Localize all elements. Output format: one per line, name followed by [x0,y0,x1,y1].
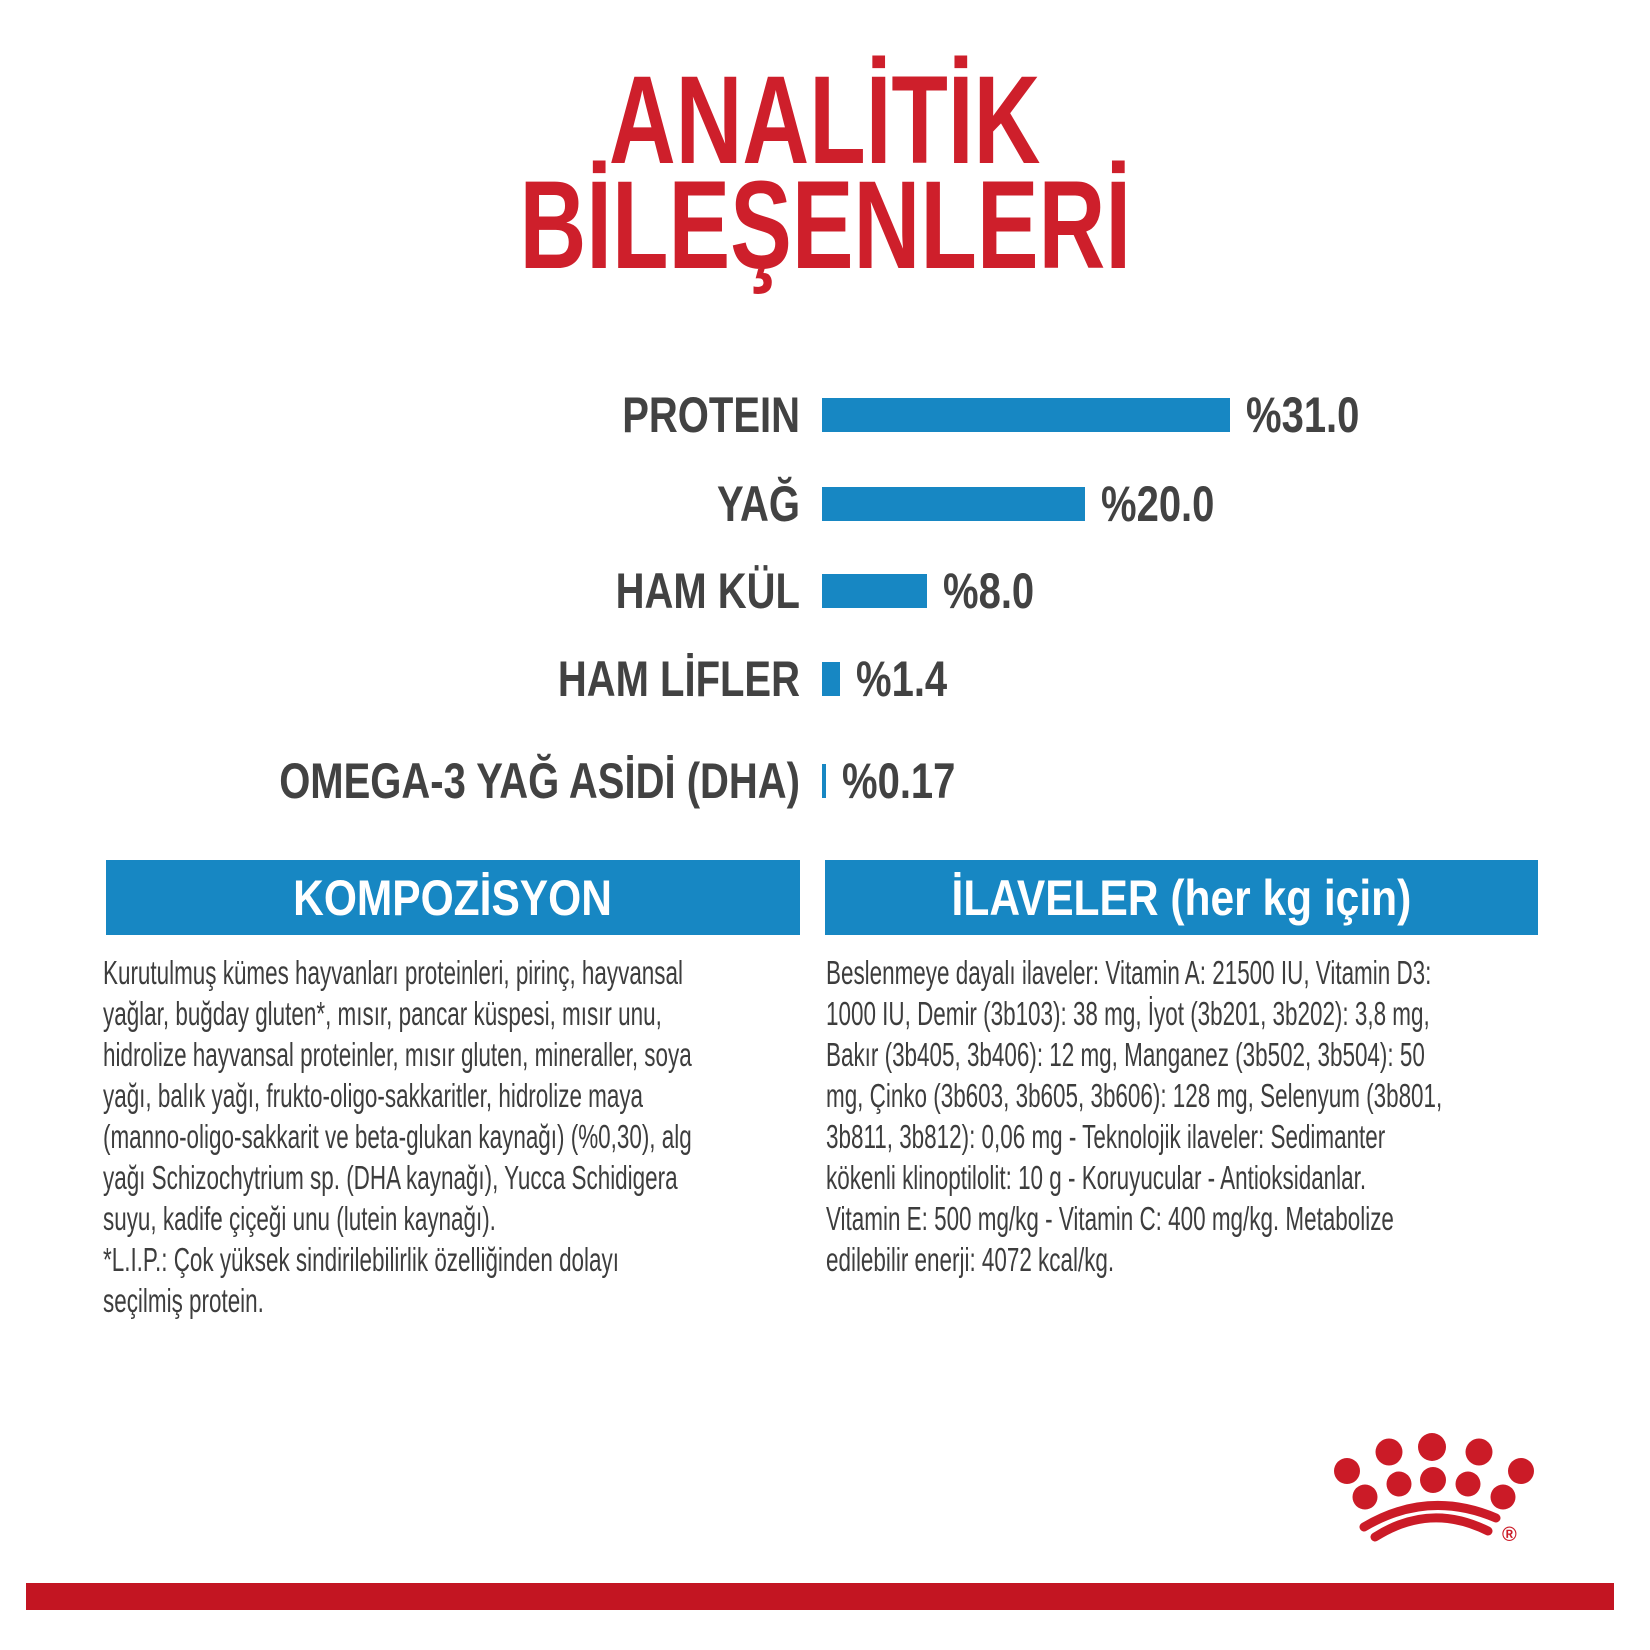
chart-value-label: %31.0 [1246,387,1360,443]
text-line: *L.I.P.: Çok yüksek sindirilebilirlik özelliğinden dolayı [103,1241,619,1278]
text-line: 3b811, 3b812): 0,06 mg - Teknolojik ilaveler: Sedimanter [826,1118,1386,1155]
text-line: Vitamin E: 500 mg/kg - Vitamin C: 400 mg/kg. Metabolize [826,1200,1394,1237]
chart-category-label: HAM LİFLER [557,651,800,707]
text-line: kökenli klinoptilolit: 10 g - Koruyucular - Antioksidanlar. [826,1159,1367,1196]
text-line: edilebilir enerji: 4072 kcal/kg. [826,1241,1115,1278]
chart-value-label: %8.0 [943,563,1035,619]
chart-bar [822,574,927,608]
composition-text [103,952,803,1321]
page-title-line2: BİLEŞENLERİ [519,156,1131,295]
text-line: mg, Çinko (3b603, 3b605, 3b606): 128 mg, Selenyum (3b801, [826,1077,1443,1114]
composition-header: KOMPOZİSYON [106,860,800,935]
text-line: Kurutulmuş kümes hayvanları proteinleri, pirinç, hayvansal [103,954,683,991]
chart-bar [822,487,1085,521]
text-line: yağı Schizochytrium sp. (DHA kaynağı), Yucca Schidigera [103,1159,678,1196]
text-line: 1000 IU, Demir (3b103): 38 mg, İyot (3b201, 3b202): 3,8 mg, [826,995,1430,1032]
text-line: yağlar, buğday gluten*, mısır, pancar küspesi, mısır unu, [103,995,662,1032]
chart-value-label: %20.0 [1101,476,1215,532]
chart-category-label: OMEGA-3 YAĞ ASİDİ (DHA) [279,753,800,809]
chart-bar [822,764,826,798]
chart-category-label: HAM KÜL [615,563,800,619]
additives-header: İLAVELER (her kg için) [825,860,1538,935]
page-title [0,51,1650,295]
chart-value-label: %0.17 [842,753,956,809]
royal-canin-crown-logo [1330,1428,1542,1558]
text-line: suyu, kadife çiçeği unu (lutein kaynağı). [103,1200,496,1237]
bottom-red-bar [26,1583,1614,1610]
additives-text [826,952,1541,1280]
text-line: hidrolize hayvansal proteinler, mısır gluten, mineraller, soya [103,1036,692,1073]
text-line: Beslenmeye dayalı ilaveler: Vitamin A: 21500 IU, Vitamin D3: [826,954,1432,991]
chart-category-label: YAĞ [716,476,800,532]
text-line: (manno-oligo-sakkarit ve beta-glukan kaynağı) (%0,30), alg [103,1118,692,1155]
text-line: seçilmiş protein. [103,1282,264,1319]
text-line: Bakır (3b405, 3b406): 12 mg, Manganez (3b502, 3b504): 50 [826,1036,1425,1073]
chart-value-label: %1.4 [856,651,948,707]
chart-bar [822,662,840,696]
page-title-line1: ANALİTİK [609,51,1041,190]
chart-category-label: PROTEIN [622,387,800,443]
registered-mark: ® [1502,1524,1517,1546]
chart-bar [822,398,1230,432]
text-line: yağı, balık yağı, frukto-oligo-sakkaritler, hidrolize maya [103,1077,644,1114]
